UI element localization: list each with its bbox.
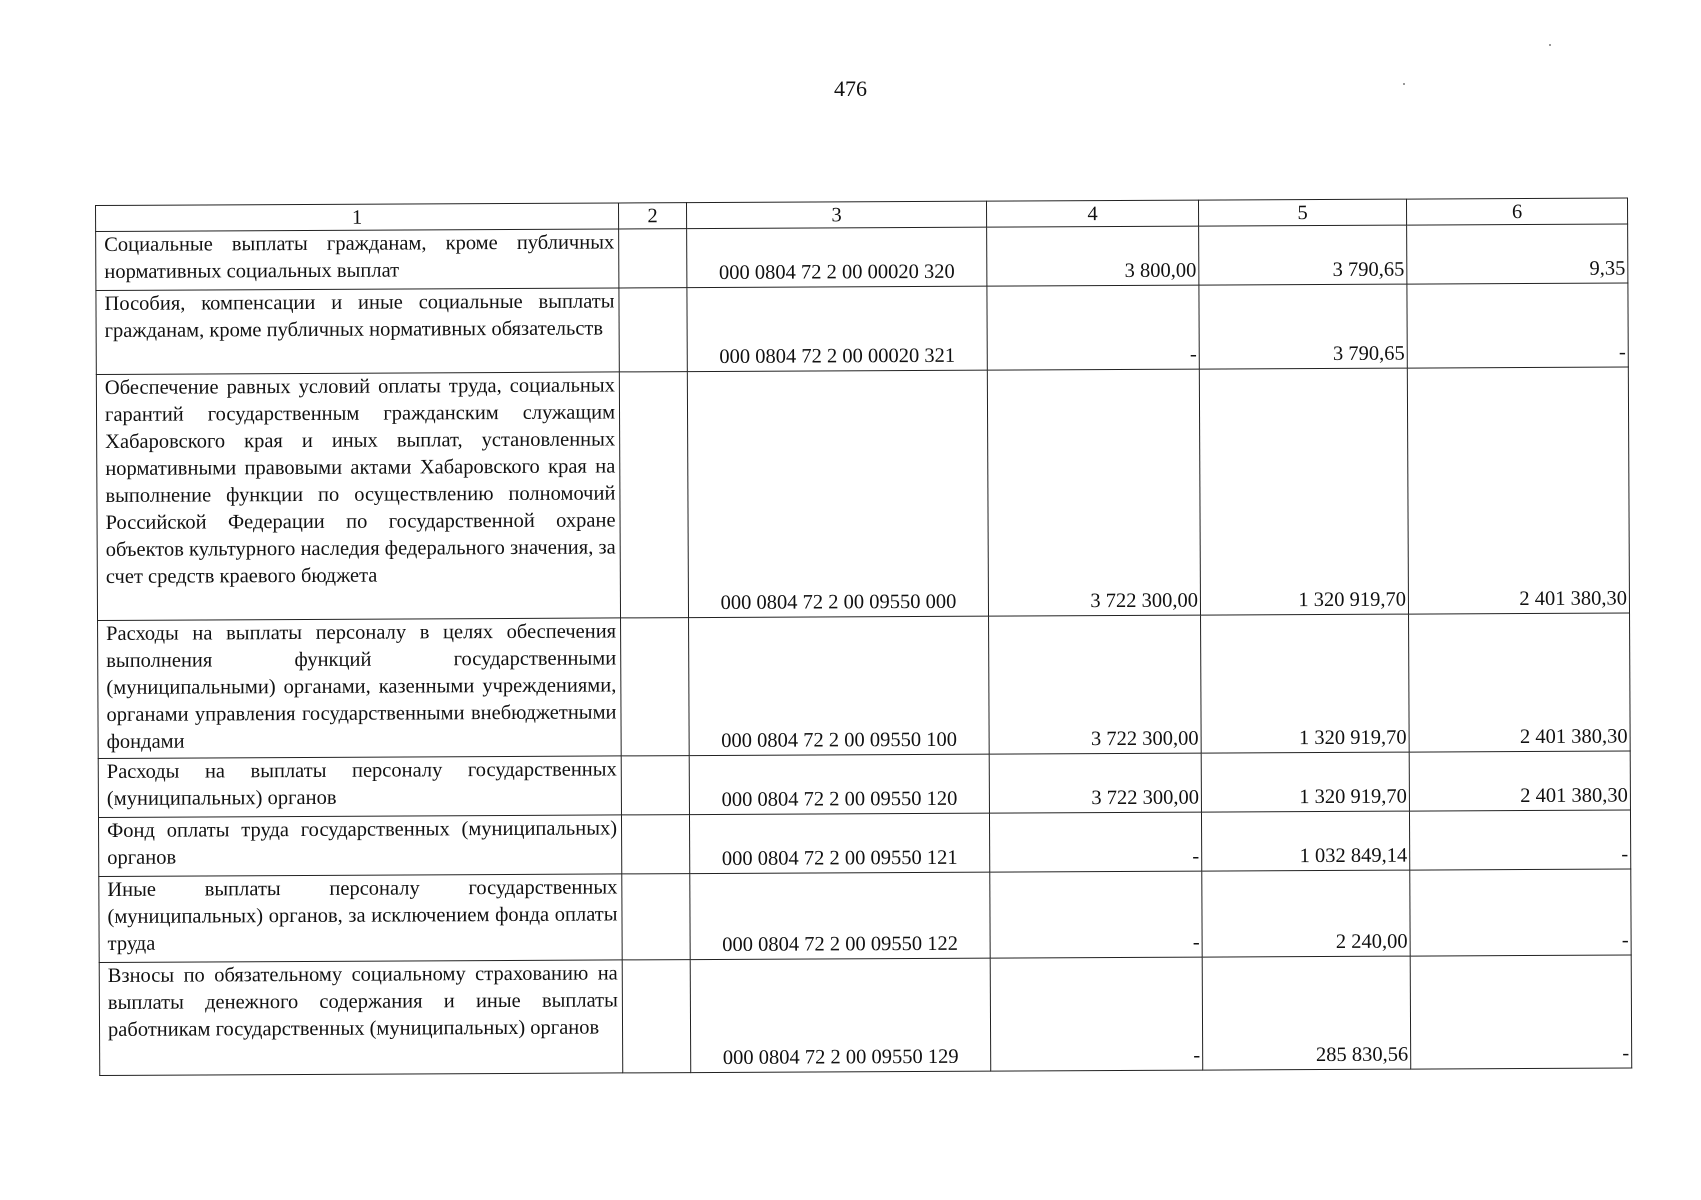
budget-code: 000 0804 72 2 00 00020 321 [687,286,987,371]
table-row [96,367,1629,620]
unexecuted-amount: 2 401 380,30 [1409,613,1631,752]
executed-amount: 1 320 919,70 [1199,368,1408,615]
unexecuted-amount: 2 401 380,30 [1407,367,1629,614]
column-header-3: 3 [686,201,986,228]
expense-name: Расходы на выплаты персоналу государственных (муниципальных) органов [98,756,621,818]
budget-code: 000 0804 72 2 00 09550 129 [690,958,991,1072]
table-row [96,224,1628,290]
cell-col2 [619,229,687,288]
cell-col2 [619,288,687,372]
column-header-6: 6 [1406,198,1627,225]
approved-amount: 3 722 300,00 [987,369,1200,616]
executed-amount: 3 790,65 [1199,225,1407,285]
budget-code: 000 0804 72 2 00 09550 000 [687,370,988,617]
expense-name: Социальные выплаты гражданам, кроме публичных нормативных социальных выплат [96,229,619,291]
budget-code: 000 0804 72 2 00 09550 122 [690,872,990,959]
budget-code: 000 0804 72 2 00 09550 120 [689,754,989,814]
expense-name: Взносы по обязательному социальному страхованию на выплаты денежного содержания и иные выплаты работникам государственных (муниципальных) органов [99,960,623,1076]
cell-col2 [621,756,689,815]
cell-col2 [619,372,688,618]
budget-code: 000 0804 72 2 00 00020 320 [687,227,987,287]
table-row [98,810,1630,876]
unexecuted-amount: 9,35 [1407,224,1628,284]
expense-name: Обеспечение равных условий оплаты труда, социальных гарантий государственным гражданским служащим Хабаровского края и иных выплат, установленных нормативными правовыми актами Хабаровского края на выполнение функции по осуществлению полномочий Российской Федерации по государственной охране объектов культурного наследия федерального значения, за счет средств краевого бюджета [96,372,620,621]
unexecuted-amount: - [1407,283,1628,368]
executed-amount: 285 830,56 [1202,956,1411,1070]
scan-speck [1403,83,1405,85]
approved-amount: - [987,285,1199,370]
unexecuted-amount: 2 401 380,30 [1409,751,1630,811]
expense-name: Пособия, компенсации и иные социальные выплаты гражданам, кроме публичных нормативных обязательств [96,288,619,375]
expense-name: Фонд оплаты труда государственных (муниципальных) органов [98,815,621,877]
approved-amount: - [990,871,1202,958]
executed-amount: 3 790,65 [1199,284,1407,369]
column-header-4: 4 [986,200,1198,227]
table-row [99,955,1632,1075]
column-header-2: 2 [618,203,686,229]
table-row [98,751,1630,817]
approved-amount: - [990,957,1203,1071]
unexecuted-amount: - [1410,955,1632,1069]
cell-col2 [621,815,689,874]
table-row [96,283,1628,374]
approved-amount: 3 800,00 [987,226,1199,286]
unexecuted-amount: - [1409,810,1630,870]
approved-amount: 3 722 300,00 [989,615,1202,754]
page-number: 476 [834,76,867,101]
column-header-1: 1 [96,203,619,232]
cell-col2 [621,618,690,756]
expense-name: Иные выплаты персоналу государственных (муниципальных) органов, за исключением фонда оплаты труда [99,874,622,963]
executed-amount: 1 320 919,70 [1201,614,1410,753]
cell-col2 [622,960,691,1073]
table-row [98,613,1631,758]
budget-code: 000 0804 72 2 00 09550 121 [689,813,989,873]
executed-amount: 2 240,00 [1202,870,1410,957]
unexecuted-amount: - [1410,869,1631,956]
column-header-5: 5 [1198,199,1406,226]
approved-amount: 3 722 300,00 [989,753,1201,813]
expense-name: Расходы на выплаты персоналу в целях обеспечения выполнения функций государственными (муниципальными) органами, казенными учреждениями, органами управления государственными внебюджетными фондами [98,618,622,759]
cell-col2 [622,874,690,960]
budget-code: 000 0804 72 2 00 09550 100 [689,616,990,755]
executed-amount: 1 032 849,14 [1201,811,1409,871]
executed-amount: 1 320 919,70 [1201,752,1409,812]
approved-amount: - [989,812,1201,872]
table-row [99,869,1631,962]
scan-speck [1549,44,1551,46]
budget-table [95,198,1632,1076]
